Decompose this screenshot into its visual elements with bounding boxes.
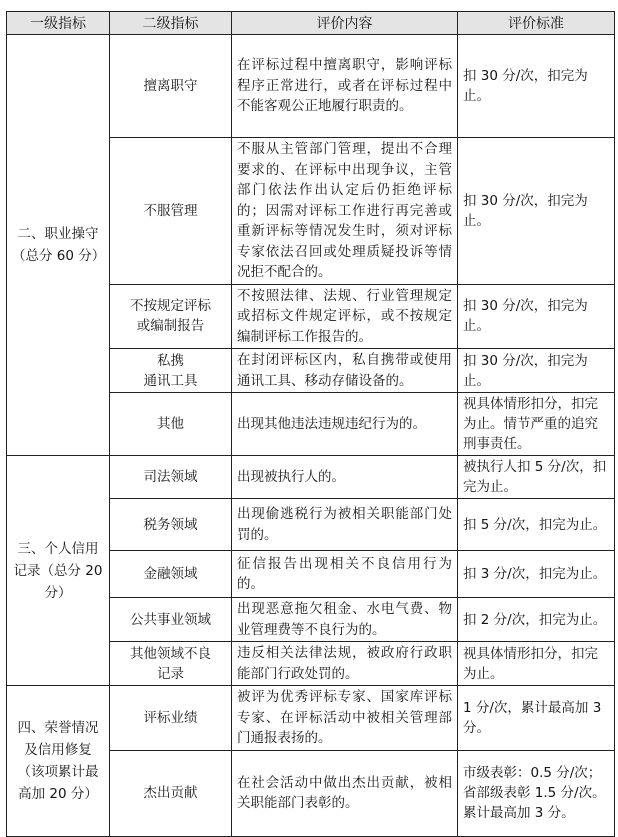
primary-indicator-line: （该项累计最 (17, 763, 99, 780)
primary-indicator-line: 高加 20 分） (18, 785, 98, 802)
standard-cell: 被执行人扣 5 分/次，扣完为止。 (458, 456, 615, 499)
primary-indicator-line: 记录（总分 20 (13, 562, 103, 579)
secondary-indicator-cell (110, 138, 232, 285)
standard-line: 市级表彰：0.5 分/次； (463, 765, 602, 781)
content-cell: 在评标过程中擅离职守，影响评标程序正常进行，或者在评标过程中不能客观公正地履行职责的。 (232, 35, 458, 138)
table-header (7, 12, 615, 35)
primary-indicator-line: 及信用修复 (24, 741, 92, 758)
secondary-indicator-cell (110, 686, 232, 751)
content-cell: 出现偷逃税行为被相关职能部门处罚的。 (232, 499, 458, 551)
header-row (7, 12, 615, 35)
secondary-indicator-cell (110, 35, 232, 138)
standard-cell: 扣 30 分/次，扣完为止。 (458, 35, 615, 138)
content-cell: 出现恶意拖欠租金、水电气费、物业管理费等不良行为的。 (232, 598, 458, 642)
secondary-indicator-line: 不服管理 (143, 202, 198, 219)
secondary-indicator-line: 或编制报告 (136, 318, 205, 335)
secondary-indicator-line: 擅离职守 (143, 78, 198, 94)
standard-cell (458, 750, 615, 836)
evaluation-criteria-table (6, 11, 615, 837)
standard-cell: 扣 30 分/次，扣完为止。 (458, 138, 615, 285)
content-cell: 出现被执行人的。 (232, 456, 458, 499)
secondary-indicator-cell (110, 642, 232, 686)
secondary-indicator-cell (110, 349, 232, 393)
standard-cell: 1 分/次，累计最高加 3 分。 (458, 686, 615, 751)
secondary-indicator-line: 私携 (157, 352, 184, 369)
secondary-indicator-cell (110, 750, 232, 836)
primary-indicator-line: （总分 60 分） (12, 248, 106, 264)
primary-indicator-cell (7, 35, 110, 456)
secondary-indicator-cell (110, 284, 232, 349)
secondary-indicator-line: 评标业绩 (143, 709, 198, 726)
content-cell: 不按照法律、法规、行业管理规定或招标文件规定评标，或不按规定编制评标工作报告的。 (232, 284, 458, 349)
content-cell: 被评为优秀评标专家、国家库评标专家、在评标活动中被相关管理部门通报表扬的。 (232, 686, 458, 751)
table-row (7, 686, 615, 751)
content-cell: 不服从主管部门管理，提出不合理要求的、在评标中出现争议，主管部门依法作出认定后仍拒绝评标的；因需对评标工作进行再完善或重新评标等情况发生时，须对评标专家依法召回或处理质疑投诉等情况拒不配合的。 (232, 138, 458, 285)
standard-cell: 扣 5 分/次，扣完为止。 (458, 499, 615, 551)
secondary-indicator-line: 其他 (157, 416, 184, 432)
content-cell: 违反相关法律法规，被政府行政职能部门行政处罚的。 (232, 642, 458, 686)
secondary-indicator-line: 司法领域 (143, 469, 198, 485)
primary-indicator-cell (7, 686, 110, 837)
secondary-indicator-line: 税务领域 (143, 516, 198, 533)
content-cell: 在社会活动中做出杰出贡献，被相关职能部门表彰的。 (232, 750, 458, 836)
secondary-indicator-cell (110, 499, 232, 551)
standard-cell: 扣 30 分/次，扣完为止。 (458, 349, 615, 393)
standard-cell: 扣 3 分/次，扣完为止。 (458, 551, 615, 598)
secondary-indicator-line: 通讯工具 (143, 372, 198, 389)
primary-indicator-line: 三、个人信用 (17, 540, 99, 557)
content-cell: 在封闭评标区内，私自携带或使用通讯工具、移动存储设备的。 (232, 349, 458, 393)
header-evaluation-content: 评价内容 (232, 12, 458, 35)
secondary-indicator-line: 不按规定评标 (130, 298, 211, 315)
secondary-indicator-cell (110, 551, 232, 598)
secondary-indicator-line: 杰出贡献 (143, 785, 198, 801)
secondary-indicator-cell (110, 456, 232, 499)
header-primary-indicator: 一级指标 (7, 12, 110, 35)
standard-cell: 扣 30 分/次，扣完为止。 (458, 284, 615, 349)
table-row (7, 35, 615, 138)
table-row (7, 456, 615, 499)
primary-indicator-line: 四、荣誉情况 (17, 719, 99, 736)
secondary-indicator-line: 其他领域不良 (130, 645, 211, 662)
standard-cell: 视具体情形扣分，扣完为止。情节严重的追究刑事责任。 (458, 393, 615, 456)
standard-line: 省部级表彰 1.5 分/次。 (463, 785, 606, 801)
secondary-indicator-cell (110, 393, 232, 456)
primary-indicator-line: 分） (44, 584, 72, 601)
header-secondary-indicator: 二级指标 (110, 12, 232, 35)
header-evaluation-standard: 评价标准 (458, 12, 615, 35)
standard-line: 累计最高加 3 分。 (463, 805, 575, 821)
secondary-indicator-line: 金融领域 (143, 566, 198, 582)
secondary-indicator-line: 记录 (157, 665, 184, 682)
standard-cell: 视具体情形扣分，扣完为止。 (458, 642, 615, 686)
standard-cell: 扣 2 分/次，扣完为止。 (458, 598, 615, 642)
secondary-indicator-cell (110, 598, 232, 642)
primary-indicator-cell (7, 456, 110, 686)
content-cell: 征信报告出现相关不良信用行为的。 (232, 551, 458, 598)
secondary-indicator-line: 公共事业领域 (130, 611, 211, 628)
primary-indicator-line: 二、职业操守 (17, 226, 99, 242)
content-cell: 出现其他违法违规违纪行为的。 (232, 393, 458, 456)
